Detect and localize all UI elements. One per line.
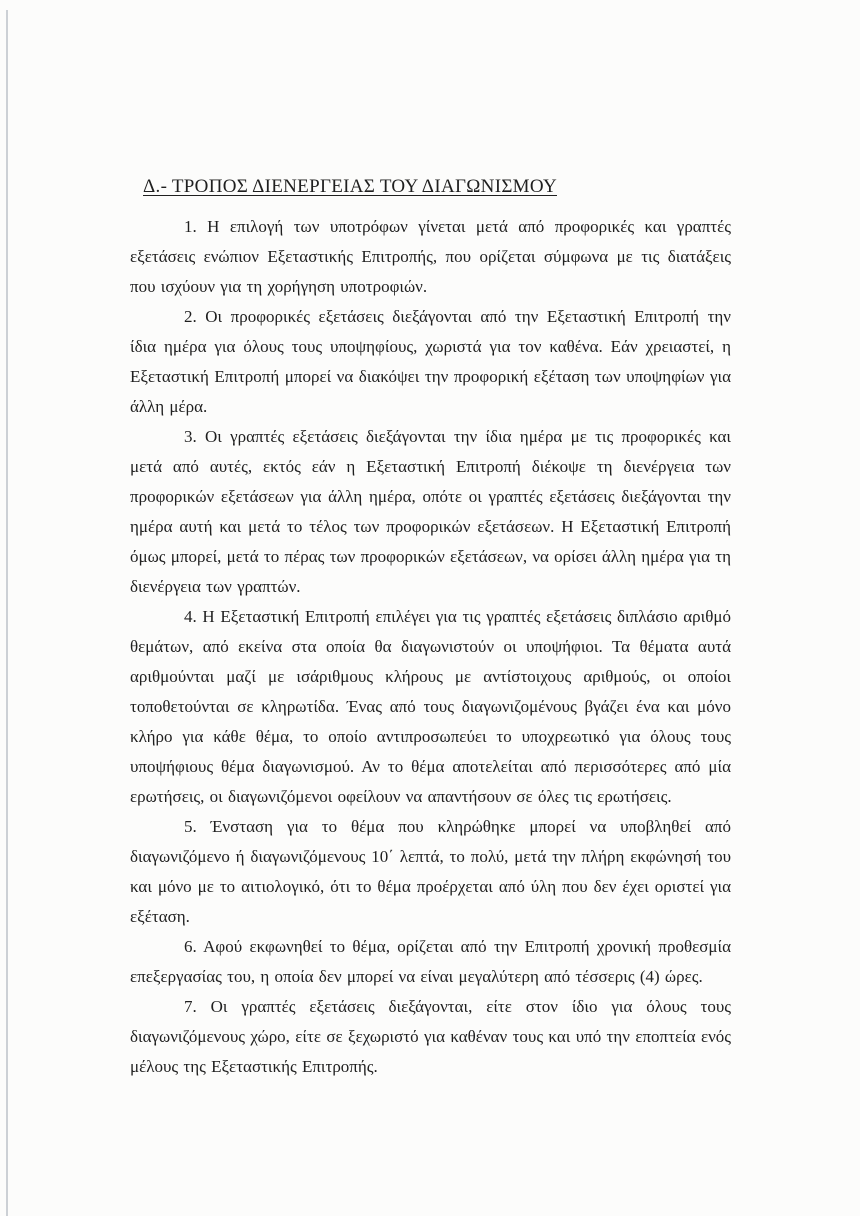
document-content [130,176,731,1082]
paragraph-1: 1. Η επιλογή των υποτρόφων γίνεται μετά από προφορικές και γραπτές εξετάσεις ενώπιον Εξεταστικής Επιτροπής, που ορίζεται σύμφωνα με τις διατάξεις που ισχύουν για τη χορήγηση υποτροφιών. [130,217,731,296]
paragraph-3: 3. Οι γραπτές εξετάσεις διεξάγονται την ίδια ημέρα με τις προφορικές και μετά από αυτές, εκτός εάν η Εξεταστική Επιτροπή διέκοψε τη διενέργεια των προφορικών εξετάσεων για άλλη ημέρα, οπότε οι γραπτές εξετάσεις διεξάγονται την ημέρα αυτή και μετά το τέλος των προφορικών εξετάσεων. Η Εξεταστική Επιτροπή όμως μπορεί, μετά το πέρας των προφορικών εξετάσεων, να ορίσει άλλη ημέρα για τη διενέργεια των γραπτών. [130,427,731,596]
paragraph-6: 6. Αφού εκφωνηθεί το θέμα, ορίζεται από την Επιτροπή χρονική προθεσμία επεξεργασίας του, η οποία δεν μπορεί να είναι μεγαλύτερη από τέσσερις (4) ώρες. [130,937,731,986]
paragraph-4: 4. Η Εξεταστική Επιτροπή επιλέγει για τις γραπτές εξετάσεις διπλάσιο αριθμό θεμάτων, από εκείνα στα οποία θα διαγωνιστούν οι υποψήφιοι. Τα θέματα αυτά αριθμούνται μαζί με ισάριθμους κλήρους με αντίστοιχους αριθμούς, οι οποίοι τοποθετούνται σε κληρωτίδα. Ένας από τους διαγωνιζομένους βγάζει ένα και μόνο κλήρο για κάθε θέμα, το οποίο αντιπροσωπεύει το υποχρεωτικό για όλους τους υποψήφιους θέμα διαγωνισμού. Αν το θέμα αποτελείται από περισσότερες από μία ερωτήσεις, οι διαγωνιζόμενοι οφείλουν να απαντήσουν σε όλες τις ερωτήσεις. [130,607,731,806]
scan-edge-line [6,10,8,1216]
paragraph-2: 2. Οι προφορικές εξετάσεις διεξάγονται από την Εξεταστική Επιτροπή την ίδια ημέρα για όλους τους υποψηφίους, χωριστά για τον καθένα. Εάν χρειαστεί, η Εξεταστική Επιτροπή μπορεί να διακόψει την προφορική εξέταση των υποψηφίων για άλλη μέρα. [130,307,731,416]
section-heading: Δ.- ΤΡΟΠΟΣ ΔΙΕΝΕΡΓΕΙΑΣ ΤΟΥ ΔΙΑΓΩΝΙΣΜΟΥ [143,176,557,197]
paragraph-5: 5. Ένσταση για το θέμα που κληρώθηκε μπορεί να υποβληθεί από διαγωνιζόμενο ή διαγωνιζόμενους 10΄ λεπτά, το πολύ, μετά την πλήρη εκφώνησή του και μόνο με το αιτιολογικό, ότι το θέμα προέρχεται από ύλη που δεν έχει οριστεί για εξέταση. [130,817,731,926]
paragraph-7: 7. Οι γραπτές εξετάσεις διεξάγονται, είτε στον ίδιο για όλους τους διαγωνιζόμενους χώρο, είτε σε ξεχωριστό για καθέναν τους και υπό την εποπτεία ενός μέλους της Εξεταστικής Επιτροπής. [130,997,731,1076]
